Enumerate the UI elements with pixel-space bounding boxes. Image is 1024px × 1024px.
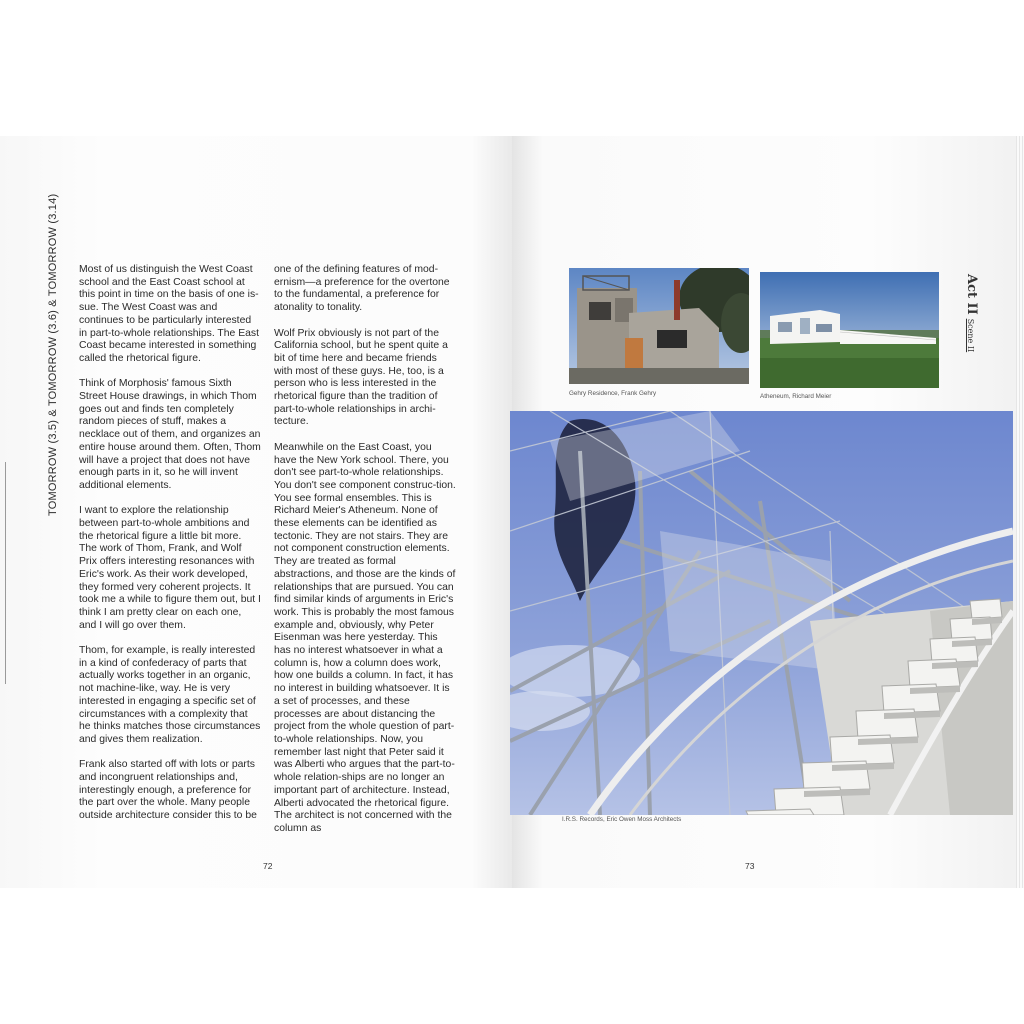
photo-irs-records xyxy=(510,411,1013,815)
paragraph: Most of us distinguish the West Coast school and the East Coast school at this point in time on the basis of one is-sue. The West Coast was and continues to be particularly interested in part-to-whole relationships. The East Coast became interested in something called the rhetorical figure. xyxy=(79,264,260,364)
act-heading xyxy=(964,274,983,353)
caption-photo-1: Gehry Residence, Frank Gehry xyxy=(569,390,657,397)
page-number-right: 73 xyxy=(745,861,755,871)
page-edge xyxy=(1016,136,1024,888)
scene-label: Scene II xyxy=(966,318,975,353)
page-number-left: 72 xyxy=(263,861,273,871)
caption-photo-2: Atheneum, Richard Meier xyxy=(760,393,832,400)
paragraph: Wolf Prix obviously is not part of the California school, but he spent quite a bit of time here and became friends with most of these guys. He, too, is a person who is less interested in the rhetorical figure than the tradition of part-to-whole relationships in archi-tecture. xyxy=(274,327,448,428)
paragraph: Frank also started off with lots or parts and incongruent relationships and, interestingly enough, a preference for the part over the whole. Many people outside architecture consider this to be xyxy=(79,759,257,822)
paragraph: Meanwhile on the East Coast, you have the New York school. There, you don't see part-to-whole relationships. You don't see component construc-tion. You see formal ensembles. This is Richard Meier's Atheneum. None of these elements can be identified as tectonic. They are not stairs. They are not component construction elements. They are treated as formal abstractions, and those are the kinds of relationships that are pursued. You can find similar kinds of arguments in Eric's work. This is probably the most famous example and, obviously, why Peter Eisenman was here yesterday. This has no interest whatsoever in what a column is, how a column does work, how one builds a column. In fact, it has no interest in building whatsoever. It is a set of processes, and these processes are about distancing the project from the whole question of part-to-whole relationships. Now, you remember last night that Peter said it was Alberti who argues that the part-to-whole relation-ships are no longer an important part of architecture. Instead, Alberti advocated the rhetorical figure. The architect is not concerned with the column as xyxy=(274,441,456,834)
paragraph: I want to explore the relationship between part-to-whole ambitions and the rhetorical figure a little bit more. The work of Thom, Frank, and Wolf Prix offers interesting resonances with Eric's work. As their work developed, they formed very coherent projects. It took me a while to figure them out, but I think I am pretty clear on each one, and I will go over them. xyxy=(79,505,261,631)
photo-atheneum xyxy=(760,272,939,388)
photo-gehry-residence xyxy=(569,268,749,384)
margin-rule xyxy=(5,462,6,684)
caption-photo-3: I.R.S. Records, Eric Owen Moss Architects xyxy=(562,816,682,823)
paragraph: Think of Morphosis' famous Sixth Street House drawings, in which Thom goes out and finds ten completely random pieces of stuff, makes a necklace out of them, and organizes an entire house around them. Often, Thom will have a project that does not have enough parts in it, so he will invent additional elements. xyxy=(79,378,261,491)
text-column-right xyxy=(274,264,456,848)
paragraph: one of the defining features of mod-ernism—a preference for the overtone to the fundamental, a preference for atonality to tonality. xyxy=(274,264,450,314)
text-column-left xyxy=(79,264,261,836)
act-label: Act II xyxy=(964,274,979,315)
paragraph: Thom, for example, is really interested in a kind of confederacy of parts that actually works together in an organic, not machine-like, way. He is very interested in engaging a specific set of circumstances with a complexity that he thinks matches those circumstances and gives them realization. xyxy=(79,645,261,745)
running-head: TOMORROW (3.5) & TOMORROW (3.6) & TOMORROW (3.14) xyxy=(47,193,59,516)
